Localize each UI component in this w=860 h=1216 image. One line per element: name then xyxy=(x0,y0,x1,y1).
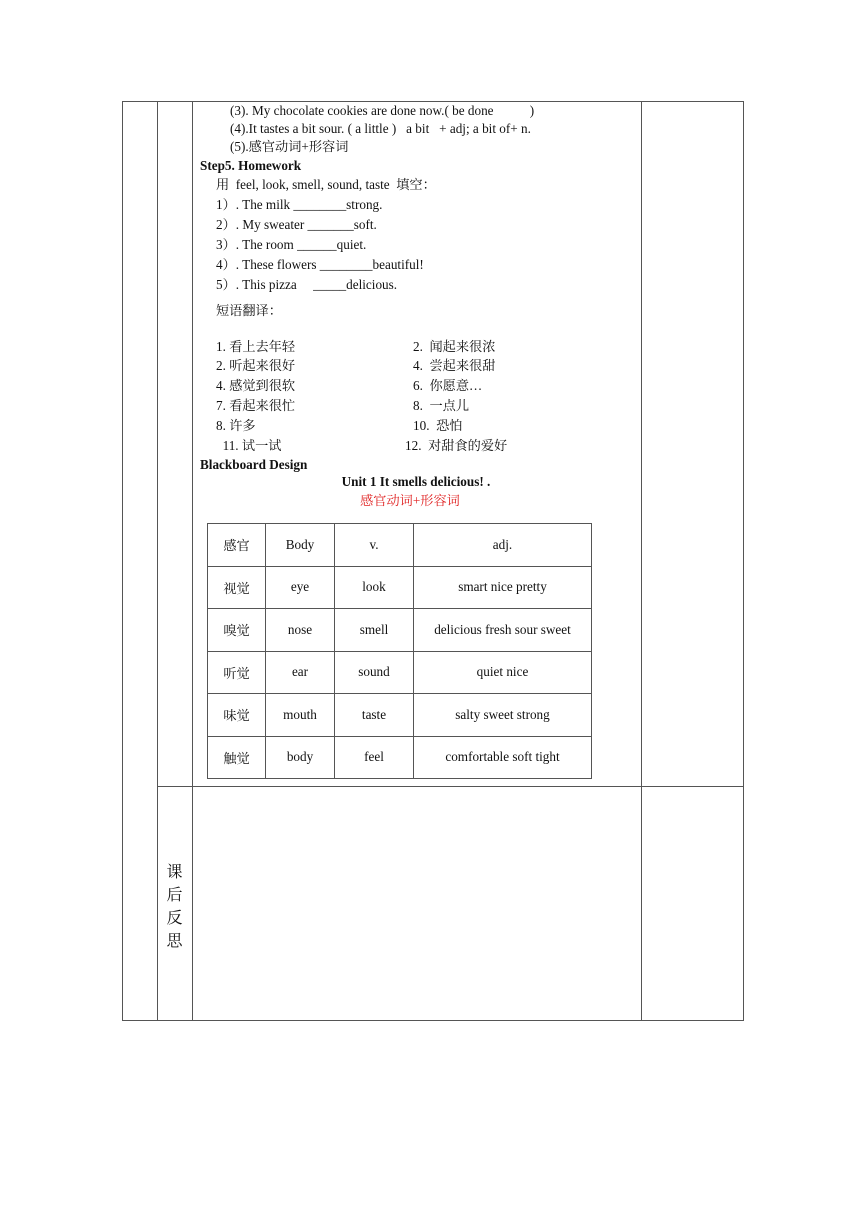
table-cell: look xyxy=(335,566,414,609)
header-cell: 感官 xyxy=(208,524,266,567)
phrase-right: 12. 对甜食的爱好 xyxy=(405,438,508,453)
table-cell: body xyxy=(266,736,335,779)
note-line-5: (5).感官动词+形容词 xyxy=(230,139,349,154)
blackboard-subtitle: 感官动词+形容词 xyxy=(360,493,460,508)
table-cell: eye xyxy=(266,566,335,609)
table-cell: 嗅觉 xyxy=(208,609,266,652)
reflection-label xyxy=(157,860,192,952)
phrase-right: 6. 你愿意… xyxy=(413,378,483,393)
table-row xyxy=(208,566,592,609)
header-cell: v. xyxy=(335,524,414,567)
column-divider-2 xyxy=(192,101,193,1021)
table-cell: delicious fresh sour sweet xyxy=(414,609,592,652)
table-cell: 听觉 xyxy=(208,651,266,694)
homework-item: 1）. The milk ________strong. xyxy=(216,197,383,212)
blackboard-title: Blackboard Design xyxy=(200,457,308,472)
unit-title: Unit 1 It smells delicious! . xyxy=(341,474,491,489)
homework-item: 4）. These flowers ________beautiful! xyxy=(216,257,424,272)
table-cell: 味觉 xyxy=(208,694,266,737)
table-cell: mouth xyxy=(266,694,335,737)
note-line-4: (4).It tastes a bit sour. ( a little ) a bit + adj; a bit of+ n. xyxy=(230,121,531,136)
table-right-border xyxy=(743,101,744,1021)
table-cell: 触觉 xyxy=(208,736,266,779)
phrase-left: 1. 看上去年轻 xyxy=(216,339,296,354)
table-cell: smell xyxy=(335,609,414,652)
reflection-char: 思 xyxy=(166,931,183,950)
table-row xyxy=(208,651,592,694)
table-row xyxy=(208,694,592,737)
table-cell: nose xyxy=(266,609,335,652)
column-divider-3 xyxy=(641,101,642,1021)
header-cell: Body xyxy=(266,524,335,567)
step5-instruction: 用 feel, look, smell, sound, taste 填空： xyxy=(216,177,436,192)
step5-title: Step5. Homework xyxy=(200,158,302,173)
phrase-left: 8. 许多 xyxy=(216,418,256,433)
phrase-left: 11. 试一试 xyxy=(216,438,282,453)
table-row xyxy=(208,736,592,779)
table-bottom-border xyxy=(122,1020,744,1021)
homework-item: 3）. The room ______quiet. xyxy=(216,237,367,252)
note-line-3: (3). My chocolate cookies are done now.( be done ) xyxy=(230,103,535,118)
senses-table xyxy=(207,523,592,779)
reflection-char: 后 xyxy=(166,885,183,904)
phrase-right: 2. 闻起来很浓 xyxy=(413,339,496,354)
row-divider xyxy=(157,786,744,787)
homework-item: 5）. This pizza _____delicious. xyxy=(216,277,398,292)
phrase-right: 10. 恐怕 xyxy=(413,418,463,433)
reflection-char: 反 xyxy=(166,908,183,927)
phrase-left: 7. 看起来很忙 xyxy=(216,398,296,413)
header-cell: adj. xyxy=(414,524,592,567)
table-left-border xyxy=(122,101,123,1021)
phrase-right: 8. 一点儿 xyxy=(413,398,470,413)
phrase-left: 4. 感觉到很软 xyxy=(216,378,296,393)
table-cell: sound xyxy=(335,651,414,694)
table-cell: comfortable soft tight xyxy=(414,736,592,779)
table-cell: quiet nice xyxy=(414,651,592,694)
reflection-char: 课 xyxy=(166,862,183,881)
homework-item: 2）. My sweater _______soft. xyxy=(216,217,377,232)
phrase-left: 2. 听起来很好 xyxy=(216,358,296,373)
table-cell: smart nice pretty xyxy=(414,566,592,609)
phrases-title: 短语翻译： xyxy=(216,303,282,318)
table-header-row xyxy=(208,524,592,567)
table-cell: 视觉 xyxy=(208,566,266,609)
table-cell: ear xyxy=(266,651,335,694)
phrase-right: 4. 尝起来很甜 xyxy=(413,358,496,373)
table-cell: feel xyxy=(335,736,414,779)
table-cell: taste xyxy=(335,694,414,737)
table-row xyxy=(208,609,592,652)
table-cell: salty sweet strong xyxy=(414,694,592,737)
